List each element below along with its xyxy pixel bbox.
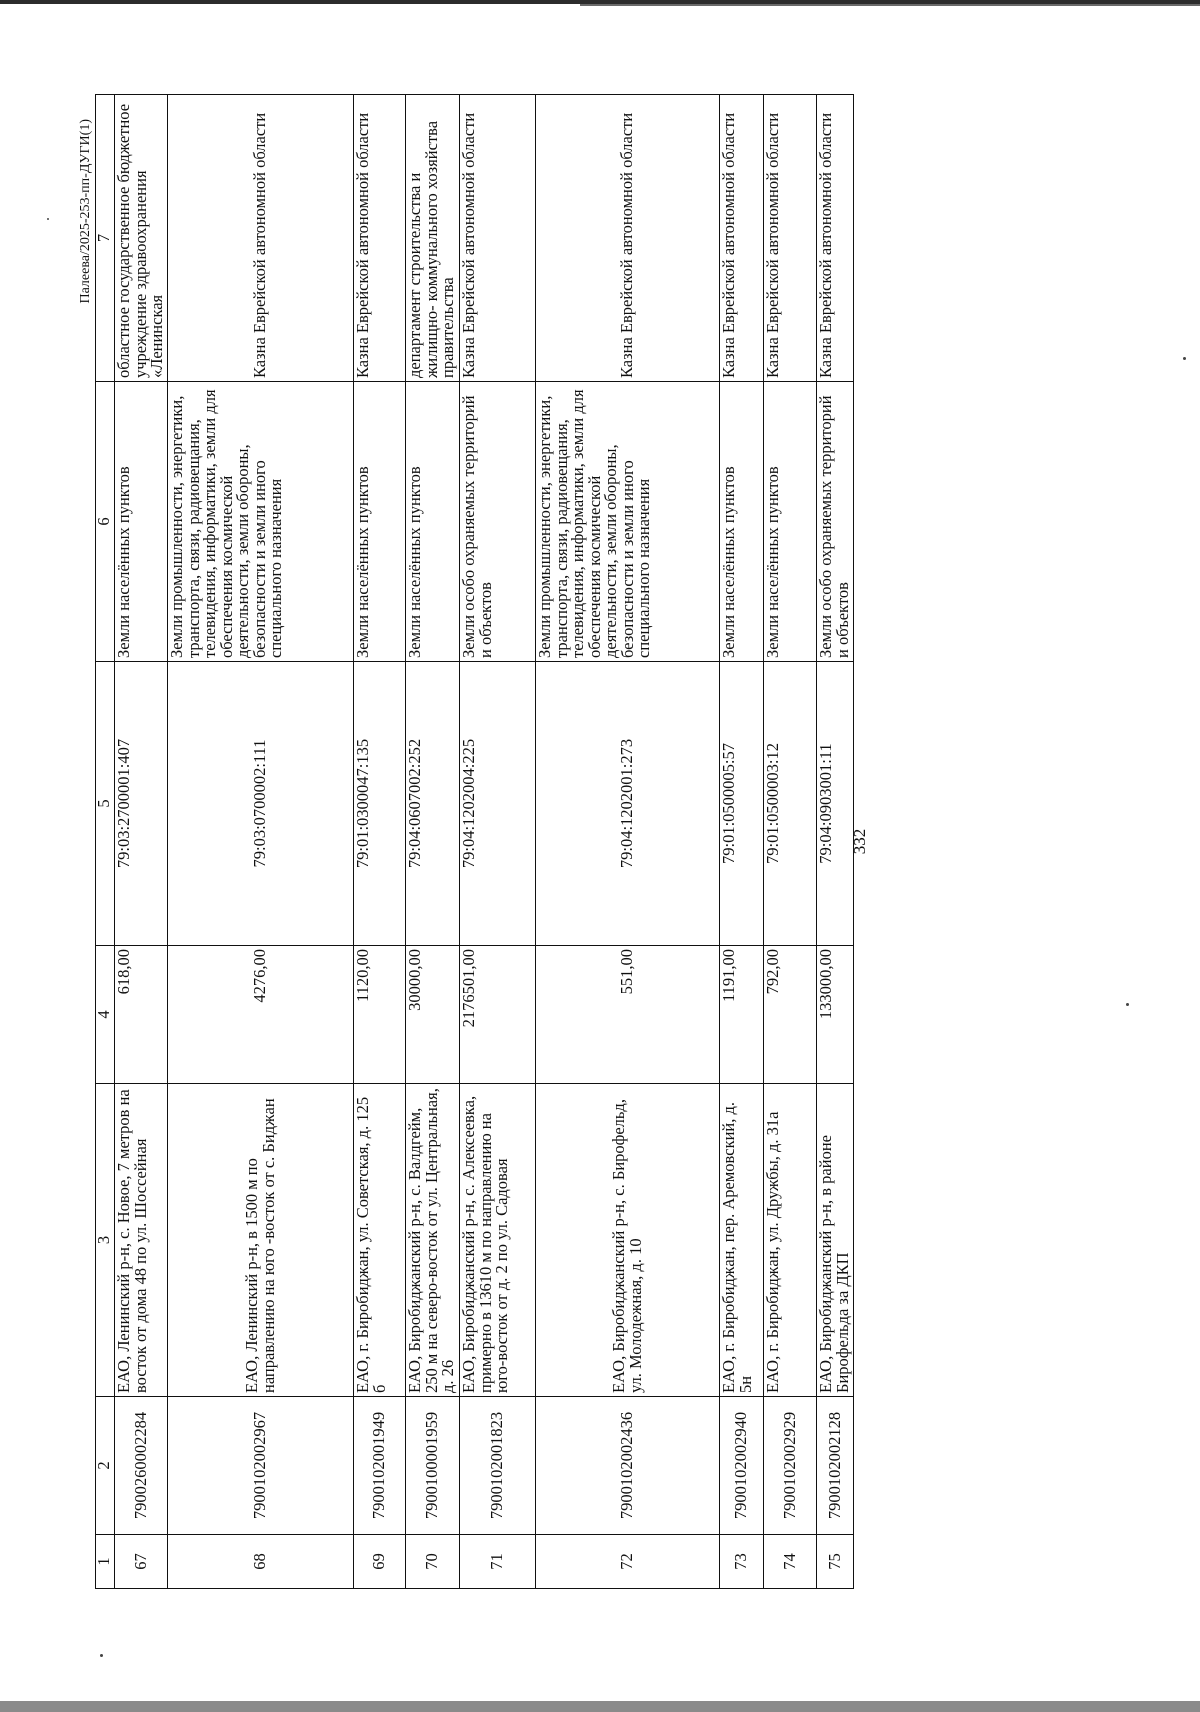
cadastral-number: 79:04:1202004:225 — [460, 662, 536, 946]
col-number-6: 6 — [96, 382, 115, 662]
table-row — [406, 95, 460, 1589]
scan-speck — [47, 218, 49, 220]
rotated-page — [78, 94, 939, 1589]
area: 1191,00 — [720, 946, 764, 1084]
col-number-7: 7 — [96, 95, 115, 382]
table-row — [168, 95, 354, 1589]
cadastral-number: 79:04:0607002:252 — [406, 662, 460, 946]
rights-holder: Казна Еврейской автономной области — [536, 95, 720, 382]
address: ЕАО, г. Биробиджан, ул. Советская, д. 125 б — [354, 1084, 406, 1397]
address: ЕАО, Биробиджанский р-н, в районе Бирофельда за ДКП — [817, 1084, 854, 1397]
area: 2176501,00 — [460, 946, 536, 1084]
rights-holder: Казна Еврейской автономной области — [764, 95, 817, 382]
col-number-5: 5 — [96, 662, 115, 946]
rights-holder: Казна Еврейской автономной области — [354, 95, 406, 382]
column-number-row — [96, 95, 115, 1589]
row-number: 67 — [115, 1535, 168, 1589]
table-row — [354, 95, 406, 1589]
registry-code: 7900102002128 — [817, 1397, 854, 1535]
address: ЕАО, Биробиджанский р-н, с. Бирофельд, ул. Молодежная, д. 10 — [536, 1084, 720, 1397]
area: 30000,00 — [406, 946, 460, 1084]
scan-speck — [100, 1654, 103, 1657]
registry-code: 7900102002929 — [764, 1397, 817, 1535]
row-number: 70 — [406, 1535, 460, 1589]
table-row — [817, 95, 854, 1589]
rights-holder: Казна Еврейской автономной области — [720, 95, 764, 382]
registry-code: 7900102002967 — [168, 1397, 354, 1535]
row-number: 74 — [764, 1535, 817, 1589]
registry-code: 7900102002436 — [536, 1397, 720, 1535]
land-category: Земли населённых пунктов — [115, 382, 168, 662]
table-row — [764, 95, 817, 1589]
scan-edge-shadow — [580, 4, 1200, 6]
area: 551,00 — [536, 946, 720, 1084]
col-number-3: 3 — [96, 1084, 115, 1397]
cadastral-number: 79:04:1202001:273 — [536, 662, 720, 946]
area: 1120,00 — [354, 946, 406, 1084]
cadastral-number: 79:01:0300047:135 — [354, 662, 406, 946]
area: 4276,00 — [168, 946, 354, 1084]
cadastral-number: 79:01:0500005:57 — [720, 662, 764, 946]
land-category: Земли промышленности, энергетики, транспорта, связи, радиовещания, телевидения, информатики, земли для обеспечения космической деятельности, земли обороны, безопасности и земли иного специального назначения — [536, 382, 720, 662]
registry-code: 7900102002940 — [720, 1397, 764, 1535]
address: ЕАО, г. Биробиджан, ул. Дружбы, д. 31а — [764, 1084, 817, 1397]
registry-code: 7900260002284 — [115, 1397, 168, 1535]
col-number-2: 2 — [96, 1397, 115, 1535]
scan-edge-bottom — [0, 1701, 1200, 1712]
footer-code: Палеева/2025-253-пп-ДУГИ(1) — [78, 119, 93, 304]
cadastral-number: 79:04:0903001:11 — [817, 662, 854, 946]
address: ЕАО, Биробиджанский р-н, с. Валдгейм, 250 м на северо-восток от ул. Центральная, д. 26 — [406, 1084, 460, 1397]
cadastral-number: 79:03:2700001:407 — [115, 662, 168, 946]
registry-code: 7900102001949 — [354, 1397, 406, 1535]
area: 618,00 — [115, 946, 168, 1084]
registry-code: 7900100001959 — [406, 1397, 460, 1535]
row-number: 72 — [536, 1535, 720, 1589]
scan-speck — [1183, 357, 1186, 360]
area: 133000,00 — [817, 946, 854, 1084]
row-number: 75 — [817, 1535, 854, 1589]
row-number: 69 — [354, 1535, 406, 1589]
land-category: Земли населённых пунктов — [764, 382, 817, 662]
cadastral-number: 79:03:0700002:111 — [168, 662, 354, 946]
rights-holder: Казна Еврейской автономной области — [817, 95, 854, 382]
rights-holder: департамент строительства и жилищно- коммунального хозяйства правительства — [406, 95, 460, 382]
land-category: Земли промышленности, энергетики, транспорта, связи, радиовещания, телевидения, информатики, земли для обеспечения космической деятельности, земли обороны, безопасности и земли иного специального назначения — [168, 382, 354, 662]
rights-holder: областное государственное бюджетное учреждение здравоохранения «Ленинская — [115, 95, 168, 382]
page-number: 332 — [850, 828, 869, 855]
col-number-4: 4 — [96, 946, 115, 1084]
table-row — [536, 95, 720, 1589]
col-number-1: 1 — [96, 1535, 115, 1589]
land-category: Земли населённых пунктов — [354, 382, 406, 662]
land-category: Земли населённых пунктов — [720, 382, 764, 662]
row-number: 71 — [460, 1535, 536, 1589]
area: 792,00 — [764, 946, 817, 1084]
land-category: Земли особо охраняемых территорий и объектов — [460, 382, 536, 662]
land-registry-table — [95, 94, 854, 1589]
address: ЕАО, Ленинский р-н, в 1500 м по направлению на юго -восток от с. Биджан — [168, 1084, 354, 1397]
address: ЕАО, Биробиджанский р-н, с. Алексеевка, примерно в 13610 м по направлению на юго-восток от д. 2 по ул. Садовая — [460, 1084, 536, 1397]
address: ЕАО, Ленинский р-н, с. Новое, 7 метров на восток от дома 48 по ул. Шоссейная — [115, 1084, 168, 1397]
table-row — [720, 95, 764, 1589]
address: ЕАО, г. Биробиджан, пер. Аремовский, д. 5н — [720, 1084, 764, 1397]
land-category: Земли особо охраняемых территорий и объектов — [817, 382, 854, 662]
row-number: 73 — [720, 1535, 764, 1589]
rights-holder: Казна Еврейской автономной области — [460, 95, 536, 382]
table-row — [115, 95, 168, 1589]
scan-speck — [1126, 1003, 1129, 1006]
rights-holder: Казна Еврейской автономной области — [168, 95, 354, 382]
row-number: 68 — [168, 1535, 354, 1589]
cadastral-number: 79:01:0500003:12 — [764, 662, 817, 946]
land-category: Земли населённых пунктов — [406, 382, 460, 662]
registry-code: 7900102001823 — [460, 1397, 536, 1535]
table-row — [460, 95, 536, 1589]
